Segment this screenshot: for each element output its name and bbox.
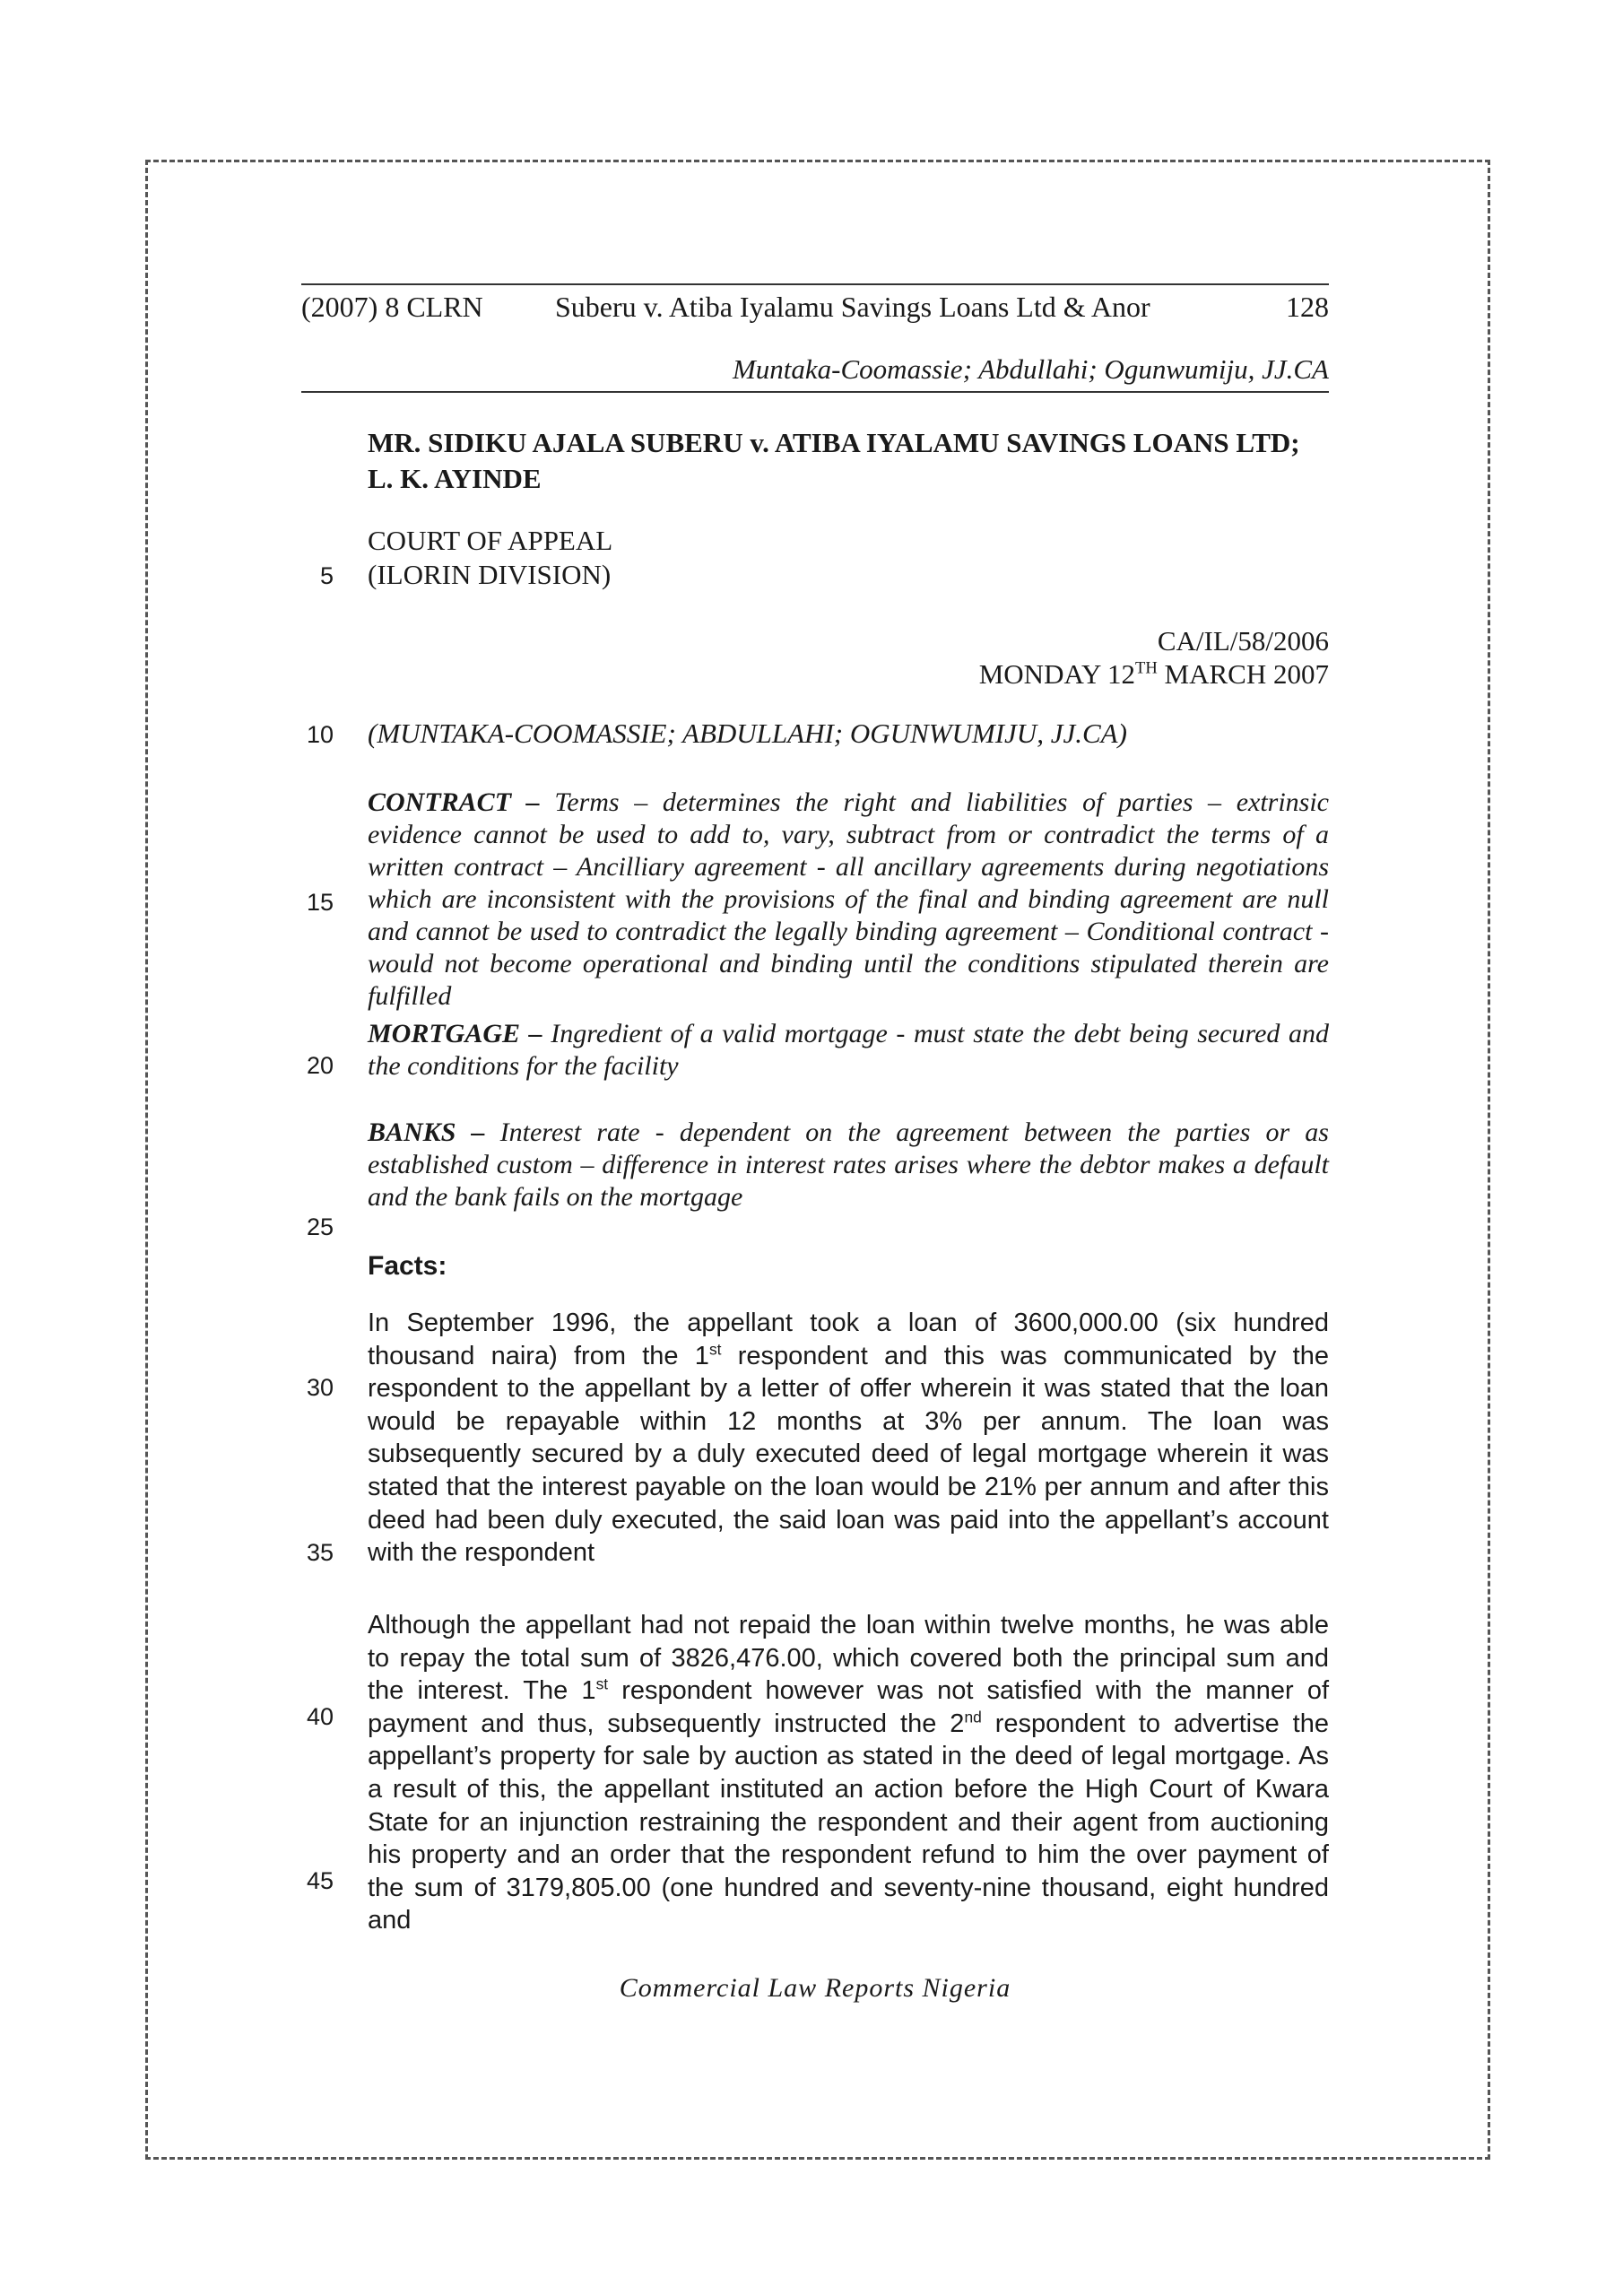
text-run: 600,000.00 (six hundred thousand naira) from the 1 — [368, 1309, 1329, 1370]
holding-subject: MORTGAGE – — [368, 1019, 551, 1048]
case-parties — [368, 425, 1329, 497]
date-prefix: MONDAY 12 — [978, 658, 1135, 690]
text-run: respondent however was not satisfied with the manner of payment and thus, subsequently instructed the 2 — [368, 1676, 1330, 1738]
holding-text: Terms – determines the right and liabilities of parties – extrinsic evidence cannot be used to add to, vary, subtract from or contradict the terms of a written contract – Ancilliary agreement - all ancillary agreements during negotiations which are inconsistent with the provisions of the final and binding agreement are null and cannot be used to contradict the legally binding agreement – Conditional contract - would not become operational and binding until the conditions stipulated therein are fulfilled — [368, 787, 1329, 1011]
court-division: (ILORIN DIVISION) — [368, 559, 612, 590]
line-number: 35 — [306, 1539, 334, 1566]
text-run: In September 1996, the appellant took a loan of — [368, 1309, 1014, 1337]
ordinal-superscript: st — [708, 1339, 722, 1358]
facts-paragraph-2 — [368, 1609, 1329, 1937]
holding-banks — [368, 1117, 1329, 1213]
ordinal-superscript: st — [595, 1674, 609, 1693]
parties-line-2: L. K. AYINDE — [368, 463, 542, 494]
holding-contract — [368, 787, 1329, 1013]
text-run: Although the appellant had not repaid the loan within twelve months, he was able to repay the total sum of — [368, 1611, 1329, 1673]
line-number: 10 — [306, 721, 334, 748]
holding-subject: CONTRACT – — [368, 787, 555, 817]
facts-heading: Facts: — [368, 1251, 447, 1281]
line-number: 40 — [306, 1703, 334, 1730]
header-rule-top — [301, 283, 1329, 285]
naira-symbol: 3 — [1013, 1309, 1028, 1337]
judgment-date — [368, 657, 1329, 691]
line-number: 5 — [319, 562, 334, 589]
header-rule-bottom — [301, 391, 1329, 393]
naira-symbol: 3 — [506, 1873, 521, 1902]
line-number: 20 — [306, 1052, 334, 1079]
line-number: 25 — [306, 1213, 334, 1240]
holding-mortgage — [368, 1018, 1329, 1083]
text-run: 826,476.00, which covered both the principal sum and the interest. The 1 — [368, 1643, 1329, 1706]
line-number: 15 — [306, 889, 334, 916]
report-citation: (2007) 8 CLRN — [301, 291, 483, 323]
facts-paragraph-1 — [368, 1307, 1329, 1570]
text-run: 179,805.00 (one hundred and seventy-nine thousand, eight hundred and — [368, 1873, 1329, 1935]
running-header — [301, 291, 1329, 326]
holding-subject: BANKS – — [368, 1118, 500, 1147]
running-case-title: Suberu v. Atiba Iyalamu Savings Loans Ltd & Anor — [555, 291, 1150, 323]
court-block — [368, 524, 1329, 592]
panel-of-judges: (MUNTAKA-COOMASSIE; ABDULLAHI; OGUNWUMIJU, JJ.CA) — [368, 718, 1127, 749]
holding-text: Ingredient of a valid mortgage - must state the debt being secured and the conditions for the facility — [368, 1019, 1329, 1081]
holding-text: Interest rate - dependent on the agreement between the parties or as established custom – difference in interest rates arises where the debtor makes a default and the bank fails on the mortgage — [368, 1118, 1329, 1212]
page-number: 128 — [1286, 291, 1329, 323]
line-number: 30 — [306, 1374, 334, 1401]
running-judges: Muntaka-Coomassie; Abdullahi; Ogunwumiju, JJ.CA — [732, 353, 1329, 385]
footer-publication: Commercial Law Reports Nigeria — [619, 1973, 1011, 2003]
line-number: 45 — [306, 1867, 334, 1894]
court-name: COURT OF APPEAL — [368, 525, 613, 556]
text-run: respondent and this was communicated by the respondent to the appellant by a letter of offer wherein it was stated that the loan would be repayable within 12 months at 3% per annum. The loan was subsequently secured by a duly executed deed of legal mortgage wherein it was stated that the interest payable on the loan would be 21% per annum and after this deed had been duly executed, the said loan was paid into the appellant’s account with the respondent — [368, 1341, 1329, 1568]
suit-number: CA/IL/58/2006 — [1157, 625, 1329, 657]
text-run: respondent to advertise the appellant’s property for sale by auction as stated in the deed of legal mortgage. As a result of this, the appellant instituted an action before the High Court of Kwara State for an injunction restraining the respondent and their agent from auctioning his property and an order that the respondent refund to him the over payment of the sum of — [368, 1709, 1329, 1902]
ordinal-superscript: nd — [964, 1708, 982, 1726]
date-suffix: MARCH 2007 — [1157, 658, 1329, 690]
naira-symbol: 3 — [671, 1643, 686, 1673]
parties-line-1: MR. SIDIKU AJALA SUBERU v. ATIBA IYALAMU SAVINGS LOANS LTD; — [368, 427, 1300, 458]
date-superscript: TH — [1135, 658, 1158, 678]
